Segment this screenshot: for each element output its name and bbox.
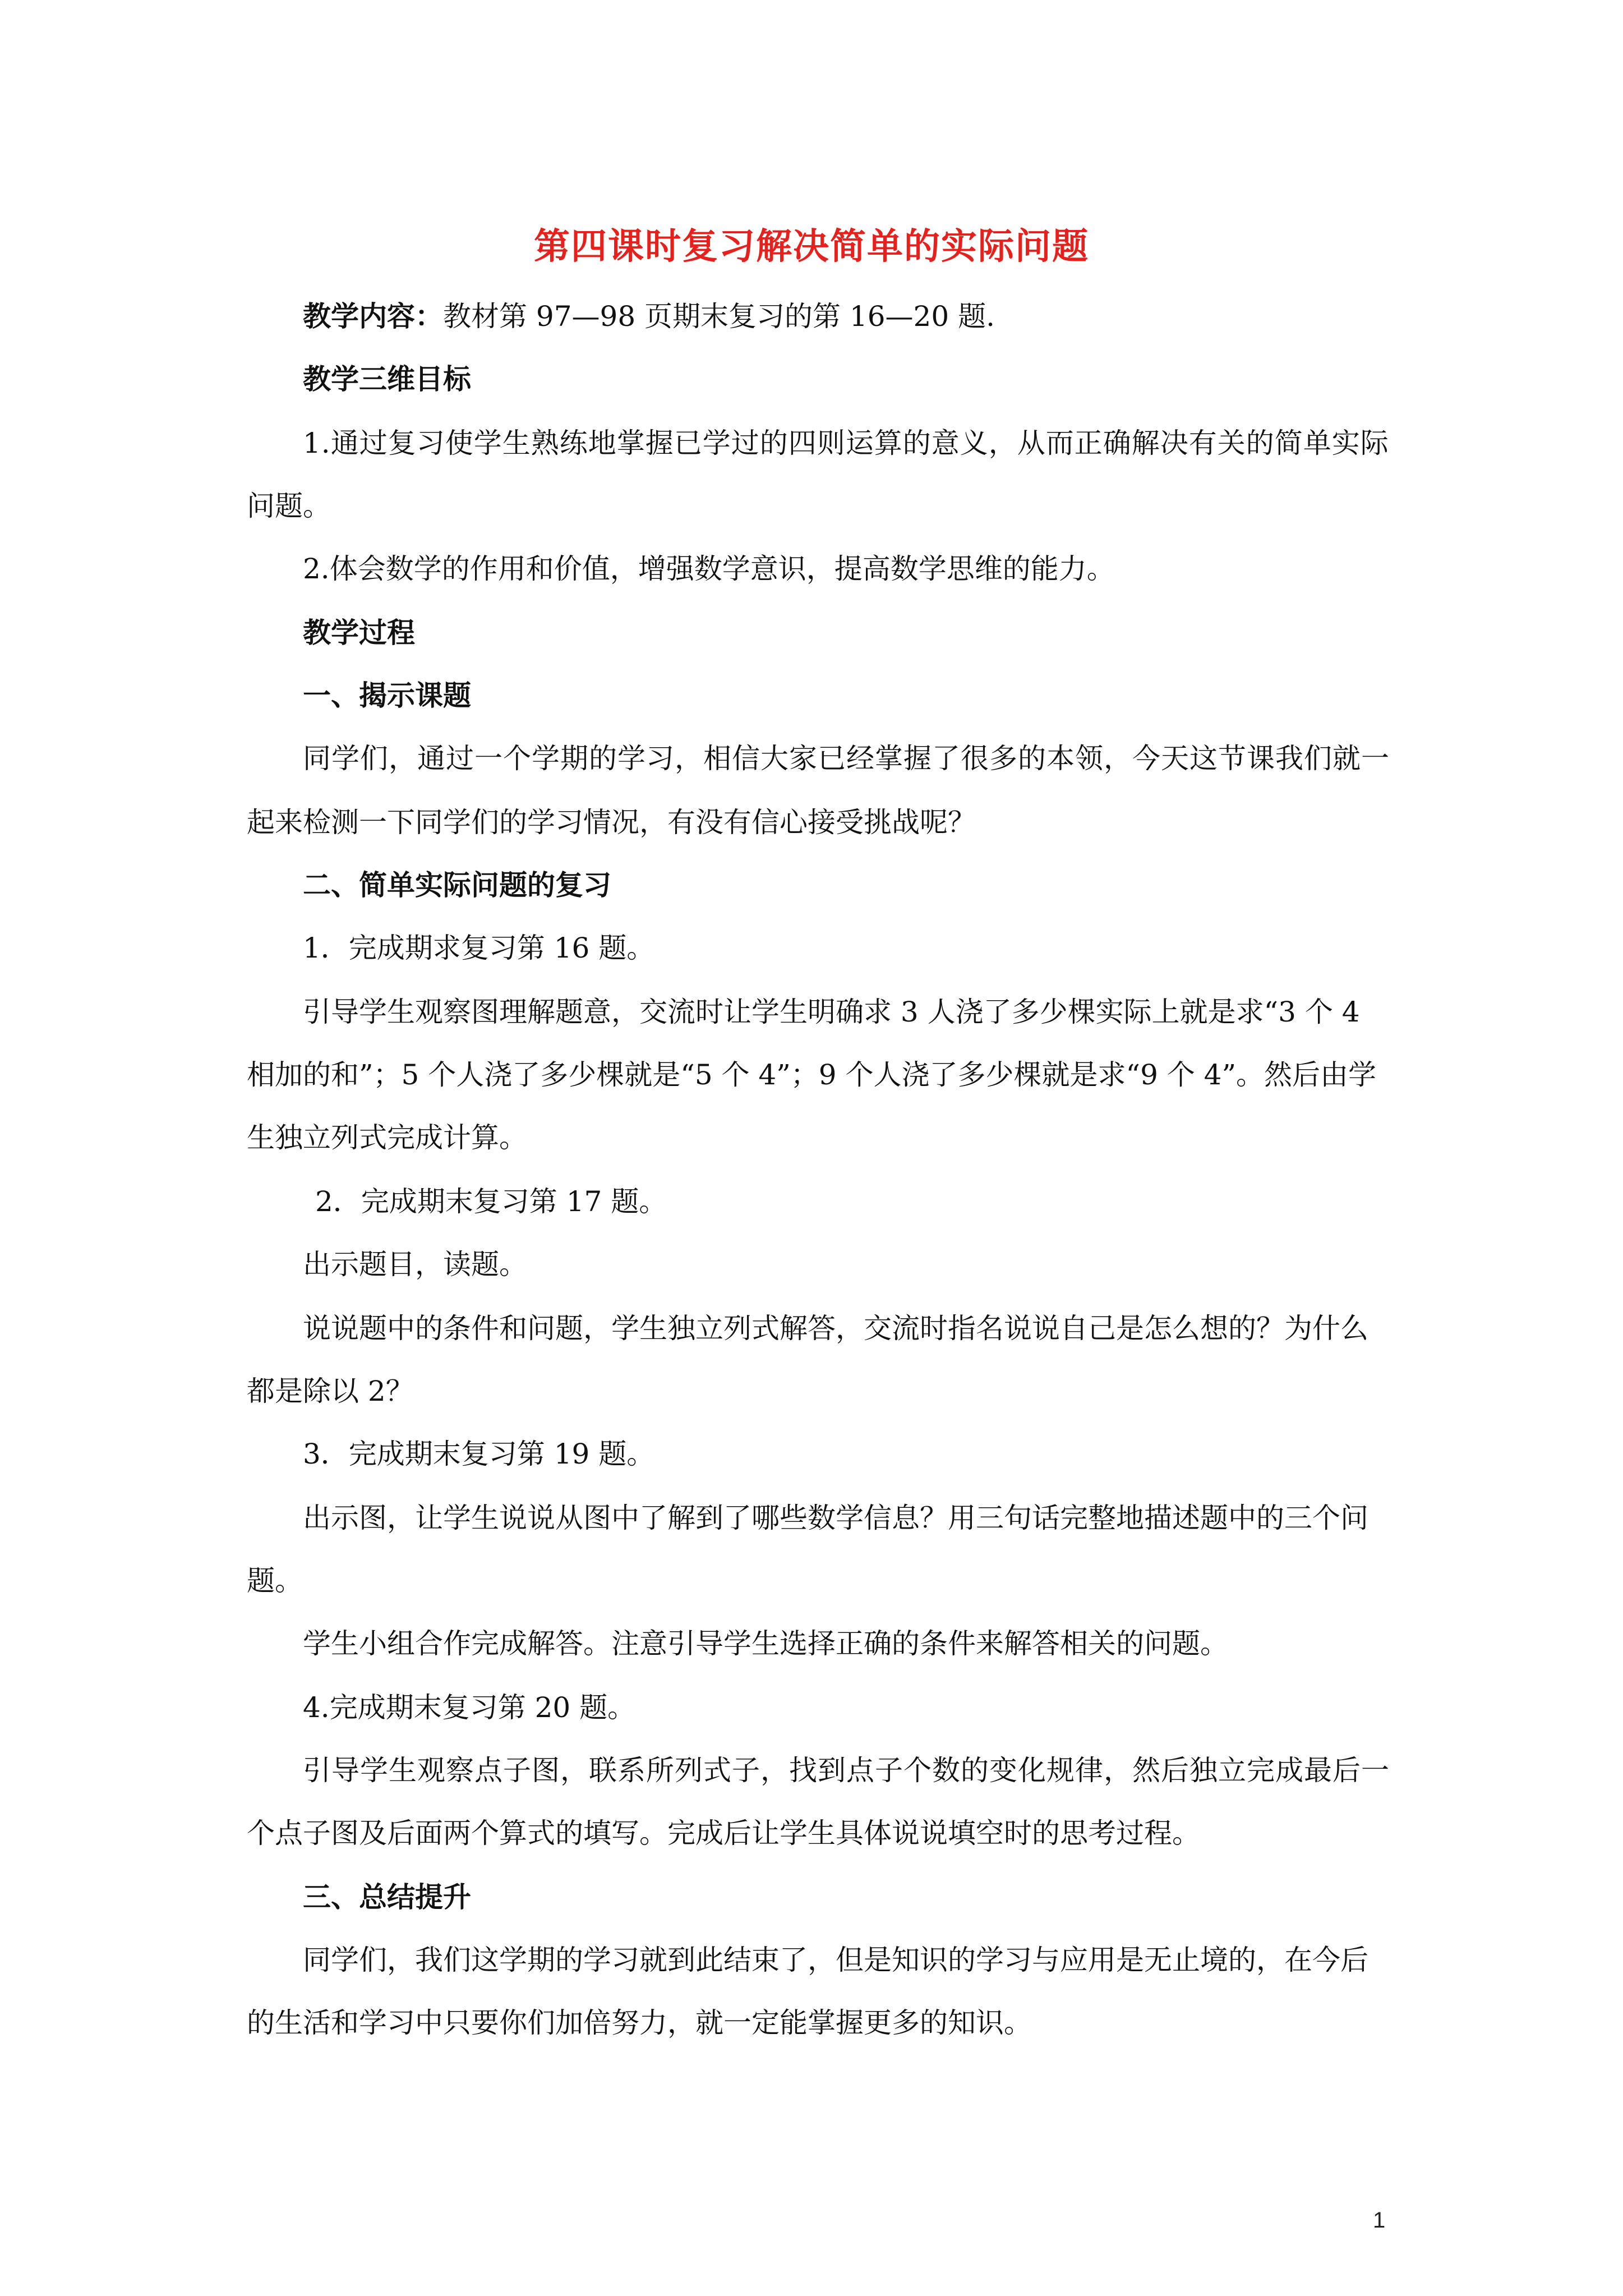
goal-1-line-1: 1.通过复习使学生熟练地掌握已学过的四则运算的意义，从而正确解决有关的简单实际: [303, 427, 1389, 459]
item-2-desc-2-line-1: 说说题中的条件和问题，学生独立列式解答，交流时指名说说自己是怎么想的？为什么: [303, 1312, 1368, 1345]
section-1-heading: 一、揭示课题: [303, 679, 471, 712]
goal-2: 2.体会数学的作用和价值，增强数学意识，提高数学思维的能力。: [303, 553, 1115, 585]
item-4: 4.完成期末复习第 20 题。: [303, 1691, 636, 1724]
item-1-desc-line-3: 生独立列式完成计算。: [247, 1121, 527, 1154]
item-2: 2．完成期末复习第 17 题。: [315, 1185, 667, 1218]
item-3-desc-1-line-1: 出示图，让学生说说从图中了解到了哪些数学信息？用三句话完整地描述题中的三个问: [303, 1502, 1368, 1534]
section-3-line-1: 同学们，我们这学期的学习就到此结束了，但是知识的学习与应用是无止境的，在今后: [303, 1944, 1368, 1976]
item-1: 1．完成期求复习第 16 题。: [303, 932, 655, 964]
goal-1-line-2: 问题。: [247, 490, 331, 522]
process-heading: 教学过程: [303, 616, 415, 649]
item-3-desc-2: 学生小组合作完成解答。注意引导学生选择正确的条件来解答相关的问题。: [303, 1627, 1228, 1660]
item-2-desc-1: 出示题目，读题。: [303, 1248, 527, 1281]
section-3-heading: 三、总结提升: [303, 1880, 471, 1913]
teaching-content-text: 教材第 97—98 页期末复习的第 16—20 题.: [443, 300, 995, 333]
item-1-desc-line-1: 引导学生观察图理解题意，交流时让学生明确求 3 人浇了多少棵实际上就是求“3 个 4: [303, 996, 1360, 1028]
section-1-line-2: 起来检测一下同学们的学习情况，有没有信心接受挑战呢？: [247, 806, 976, 839]
section-2-heading: 二、简单实际问题的复习: [303, 868, 611, 901]
item-2-desc-2-line-2: 都是除以 2？: [247, 1375, 414, 1407]
item-3: 3．完成期末复习第 19 题。: [303, 1438, 655, 1470]
page-number: 1: [1373, 2208, 1386, 2233]
document-title: 第四课时复习解决简单的实际问题: [534, 226, 1089, 268]
section-3-line-2: 的生活和学习中只要你们加倍努力，就一定能掌握更多的知识。: [247, 2007, 1032, 2039]
goals-heading: 教学三维目标: [303, 362, 471, 395]
teaching-content-label: 教学内容：: [303, 300, 443, 333]
teaching-content-line: [303, 300, 995, 333]
item-4-desc-line-1: 引导学生观察点子图，联系所列式子，找到点子个数的变化规律，然后独立完成最后一: [303, 1754, 1390, 1787]
section-1-line-1: 同学们，通过一个学期的学习，相信大家已经掌握了很多的本领，今天这节课我们就一: [303, 742, 1390, 775]
item-3-desc-1-line-2: 题。: [247, 1565, 303, 1597]
item-4-desc-line-2: 个点子图及后面两个算式的填写。完成后让学生具体说说填空时的思考过程。: [247, 1817, 1200, 1849]
item-1-desc-line-2: 相加的和”；5 个人浇了多少棵就是“5 个 4”；9 个人浇了多少棵就是求“9 个 4”。然后由学: [247, 1059, 1377, 1091]
